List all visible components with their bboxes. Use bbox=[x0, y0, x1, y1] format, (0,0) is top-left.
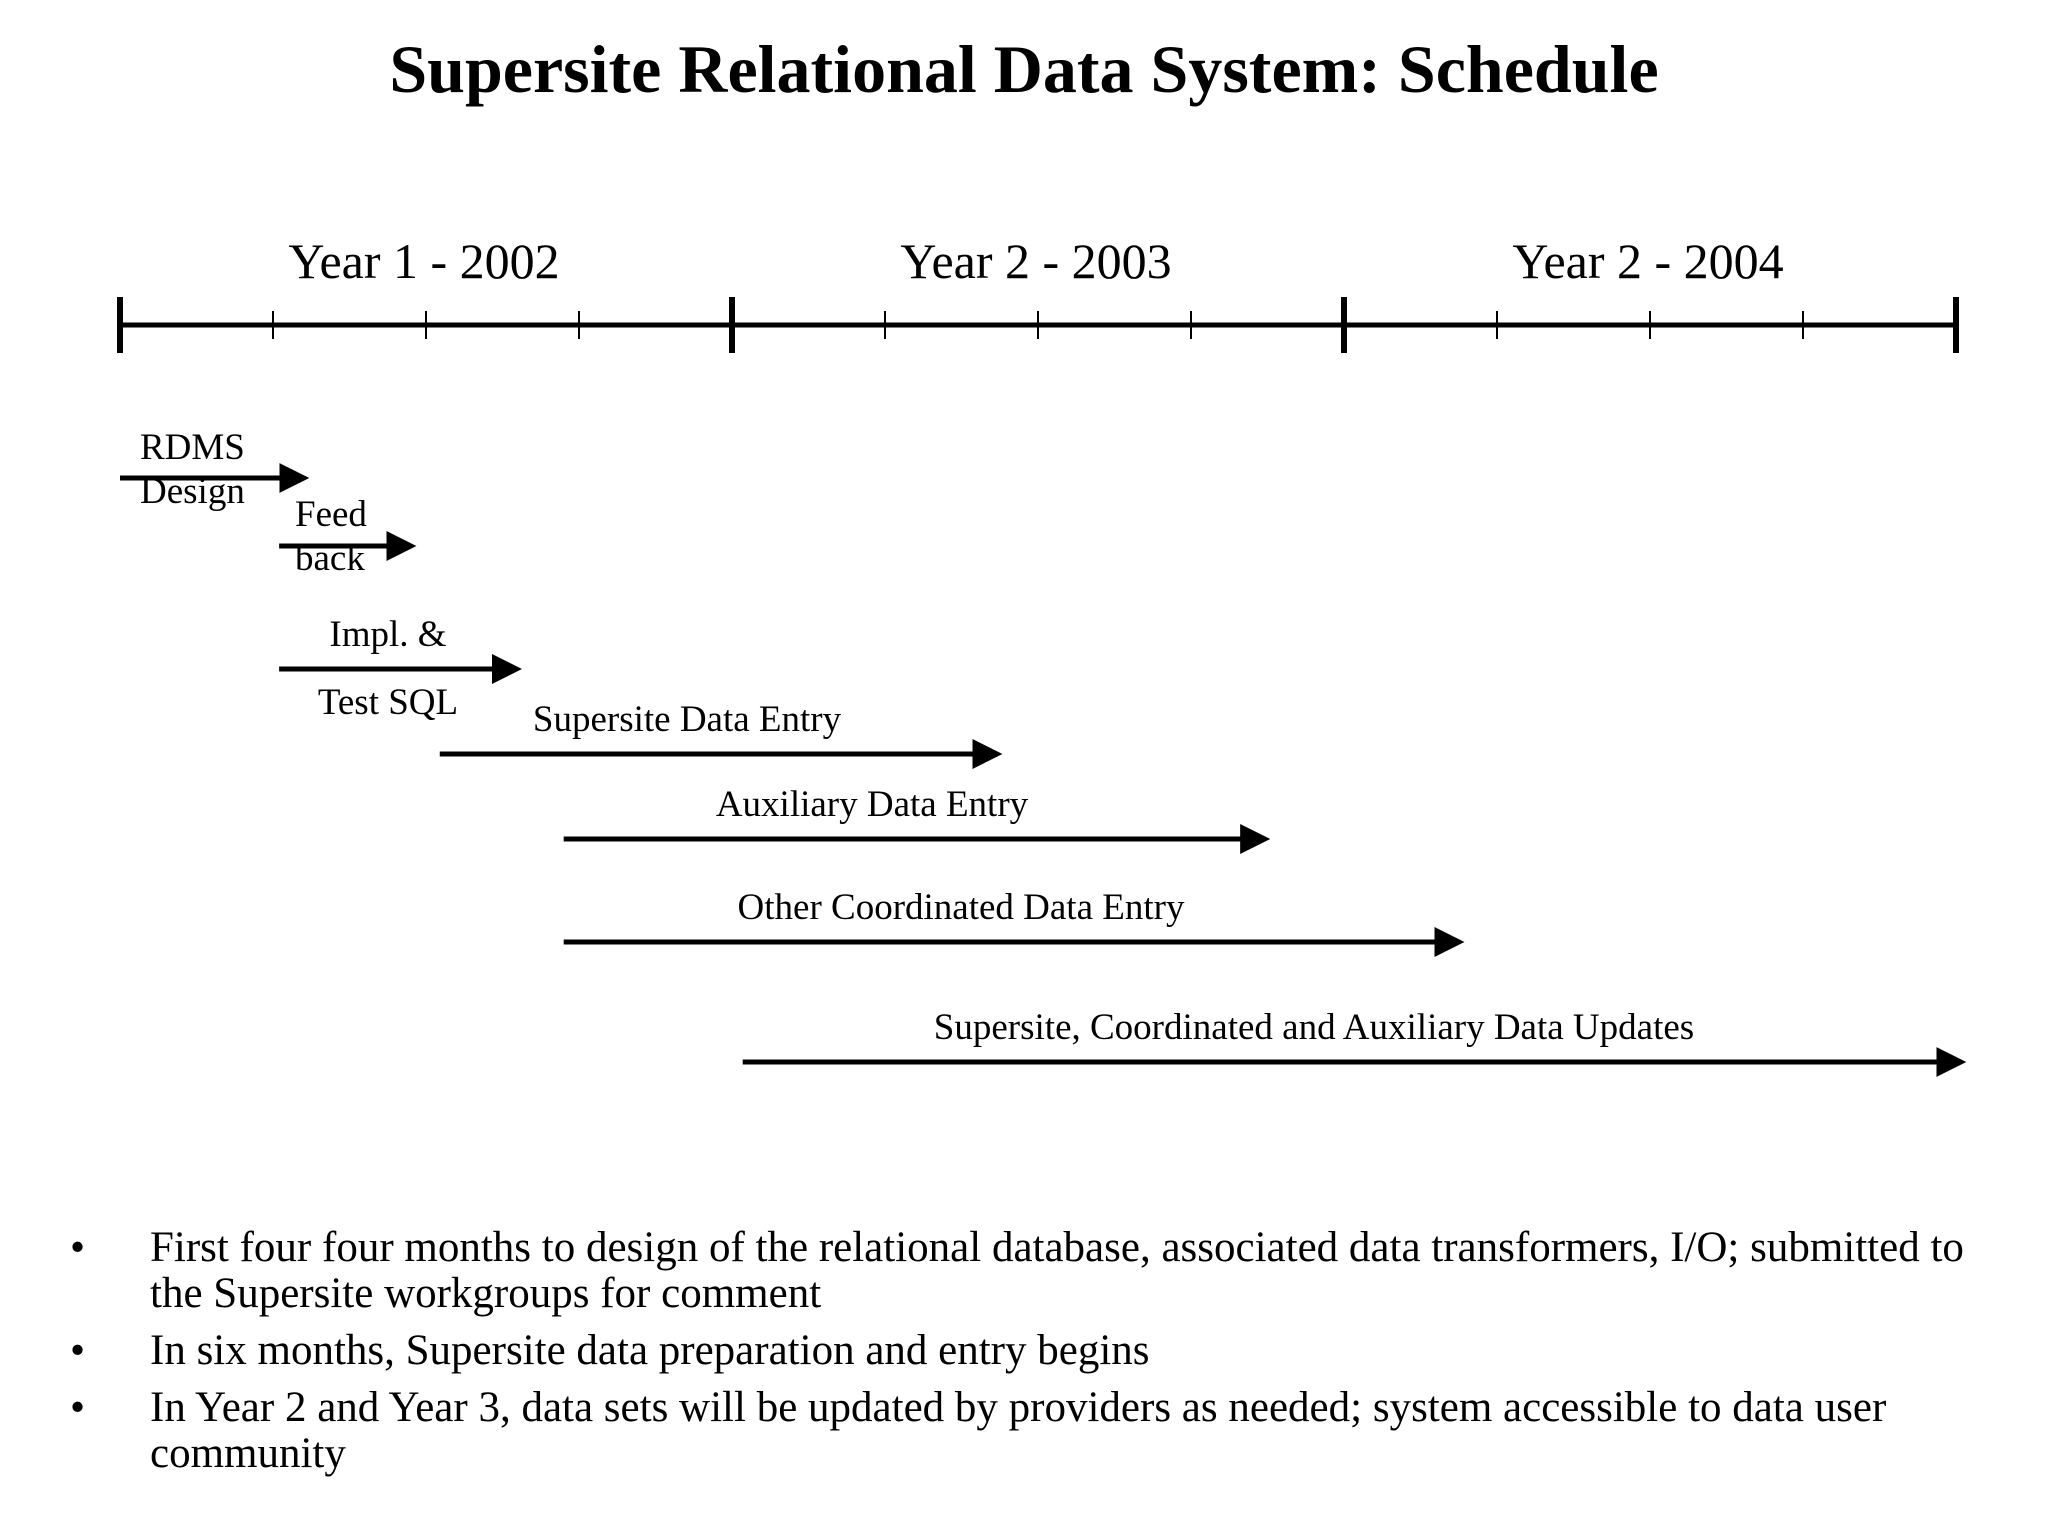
bullet-item: • In Year 2 and Year 3, data sets will be updated by providers as needed; system accessible to data user community bbox=[70, 1385, 2020, 1477]
year-label: Year 2 - 2004 bbox=[1512, 233, 1784, 289]
task-data-updates bbox=[743, 1007, 1962, 1062]
task-feedback bbox=[279, 494, 411, 579]
task-bars bbox=[120, 427, 1961, 1062]
task-label: Supersite, Coordinated and Auxiliary Data Updates bbox=[933, 1007, 1695, 1048]
task-label: Supersite Data Entry bbox=[532, 699, 842, 740]
year-label: Year 2 - 2003 bbox=[900, 233, 1172, 289]
task-label: Feed bbox=[295, 494, 367, 535]
task-label: Other Coordinated Data Entry bbox=[737, 887, 1185, 928]
task-impl-test-sql bbox=[279, 614, 517, 723]
task-auxiliary-data-entry bbox=[564, 784, 1265, 839]
bullet-item: • In six months, Supersite data preparation and entry begins bbox=[70, 1328, 2020, 1374]
task-rdms-design bbox=[120, 427, 304, 512]
task-label: back bbox=[295, 538, 365, 579]
task-label: Impl. & bbox=[329, 614, 447, 655]
page-title: Supersite Relational Data System: Schedule bbox=[389, 31, 1659, 107]
task-other-coordinated-data-entry bbox=[564, 887, 1460, 942]
bullet-item: • First four four months to design of the relational database, associated data transformers, I/O; submitted to the Supersite workgroups for comment bbox=[70, 1225, 2020, 1317]
task-label: RDMS bbox=[140, 427, 245, 468]
timeline bbox=[120, 233, 1956, 353]
year-label: Year 1 - 2002 bbox=[288, 233, 560, 289]
task-label: Design bbox=[140, 471, 245, 512]
task-label: Test SQL bbox=[317, 682, 459, 723]
task-supersite-data-entry bbox=[440, 699, 998, 754]
task-label: Auxiliary Data Entry bbox=[715, 784, 1029, 825]
notes-list bbox=[70, 1225, 2020, 1488]
